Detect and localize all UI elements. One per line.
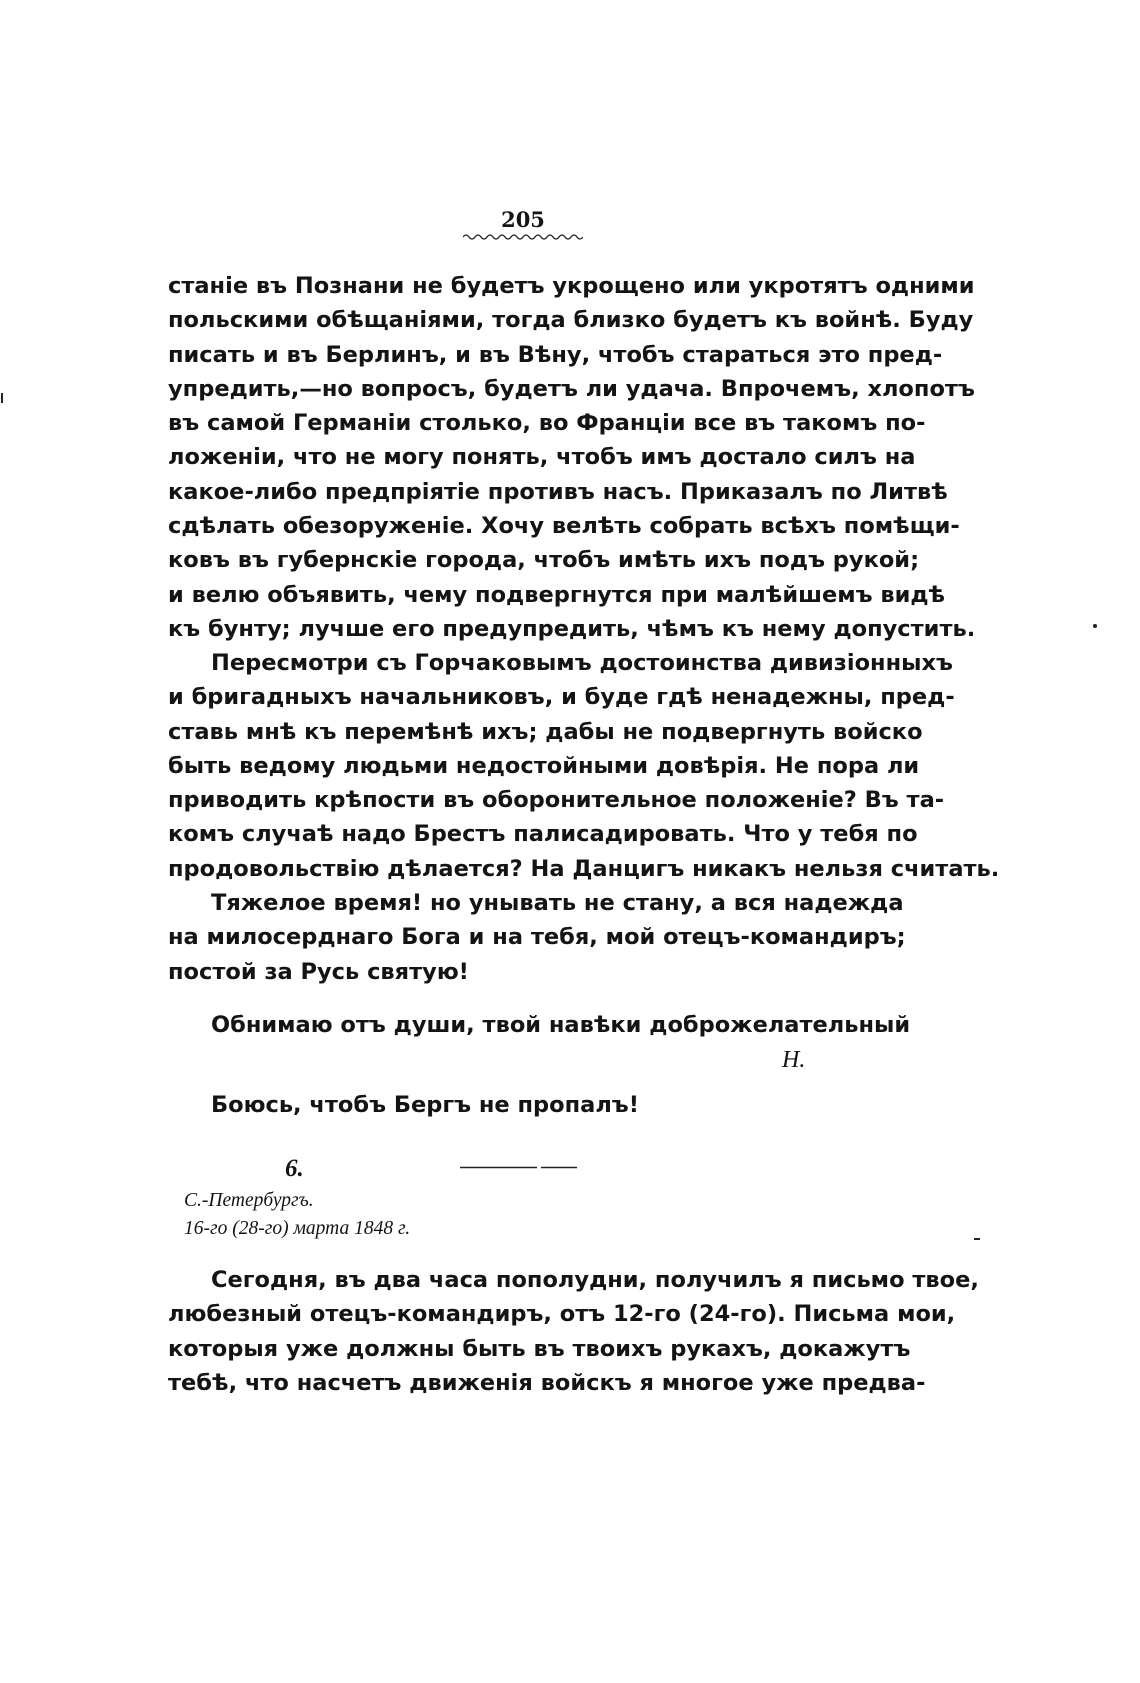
text-line: упредить,—но вопросъ, будетъ ли удача. Впрочемъ, хлопотъ: [168, 375, 975, 402]
signature-initial: Н.: [782, 1047, 806, 1073]
letter-6-body: [168, 1263, 979, 1400]
closing-line: Обнимаю отъ души, твой навѣки доброжелательный: [211, 1012, 911, 1038]
text-line: на милосерднаго Бога и на тебя, мой отецъ-командиръ;: [168, 924, 906, 951]
page-number-text: 205: [501, 207, 545, 232]
text-line: ковъ въ губернскіе города, чтобъ имѣть ихъ подъ рукой;: [168, 547, 920, 574]
text-line: Тяжелое время! но унывать не стану, а вся надежда: [211, 890, 904, 916]
text-line: ставь мнѣ къ перемѣнѣ ихъ; дабы не подвергнуть войско: [168, 718, 923, 745]
text-line: постой за Русь святую!: [168, 958, 469, 985]
text-line: комъ случаѣ надо Брестъ палисадировать. Что у тебя по: [168, 821, 918, 848]
postscript: Боюсь, чтобъ Бергъ не пропалъ!: [211, 1092, 639, 1118]
paragraph-1: [168, 269, 976, 646]
page-number: [463, 207, 583, 232]
text-line: польскими обѣщаніями, тогда близко будетъ къ войнѣ. Буду: [168, 307, 974, 334]
text-line: сдѣлать обезоруженіе. Хочу велѣть собрать всѣхъ помѣщи-: [168, 513, 960, 540]
text-line: и бригадныхъ начальниковъ, и буде гдѣ ненадежны, пред-: [168, 684, 955, 711]
text-line: продовольствію дѣлается? На Данцигъ никакъ нельзя считать.: [168, 855, 1000, 882]
text-line: и велю объявить, чему подвергнутся при малѣйшемъ видѣ: [168, 581, 946, 608]
section-rule: [460, 1166, 577, 1169]
letter-place: С.-Петербургъ.: [184, 1190, 314, 1211]
paragraph-3: [168, 886, 906, 989]
text-line: ложеніи, что не могу понять, чтобъ имъ достало силъ на: [168, 444, 916, 471]
scan-mark: [974, 1238, 980, 1240]
letter-date: 16-го (28-го) марта 1848 г.: [184, 1218, 411, 1239]
text-line: какое-либо предпріятіе противъ насъ. Приказалъ по Литвѣ: [168, 478, 948, 505]
text-line: тебѣ, что насчетъ движенія войскъ я многое уже предва-: [168, 1369, 926, 1396]
text-line: Пересмотри съ Горчаковымъ достоинства дивизіонныхъ: [211, 650, 953, 676]
letter-number: 6.: [285, 1155, 304, 1182]
text-line: приводить крѣпости въ оборонительное положеніе? Въ та-: [168, 787, 945, 814]
text-line: въ самой Германіи столько, во Франціи все въ такомъ по-: [168, 410, 926, 437]
page-number-ornament: [463, 232, 583, 242]
text-line: къ бунту; лучше его предупредить, чѣмъ къ нему допустить.: [168, 615, 976, 642]
text-line: которыя уже должны быть въ твоихъ рукахъ, докажутъ: [168, 1335, 911, 1362]
paragraph-2: [168, 646, 1000, 886]
text-line: быть ведому людьми недостойными довѣрія. Не пора ли: [168, 752, 920, 779]
text-line: писать и въ Берлинъ, и въ Вѣну, чтобъ стараться это пред-: [168, 341, 943, 368]
text-line: станіе въ Познани не будетъ укрощено или укротятъ одними: [168, 273, 975, 299]
text-line: Сегодня, въ два часа пополудни, получилъ я письмо твое,: [211, 1267, 979, 1293]
scan-mark: [1093, 624, 1097, 628]
scan-mark: [1, 393, 3, 403]
text-line: любезный отецъ-командиръ, отъ 12-го (24-го). Письма мои,: [168, 1301, 956, 1328]
